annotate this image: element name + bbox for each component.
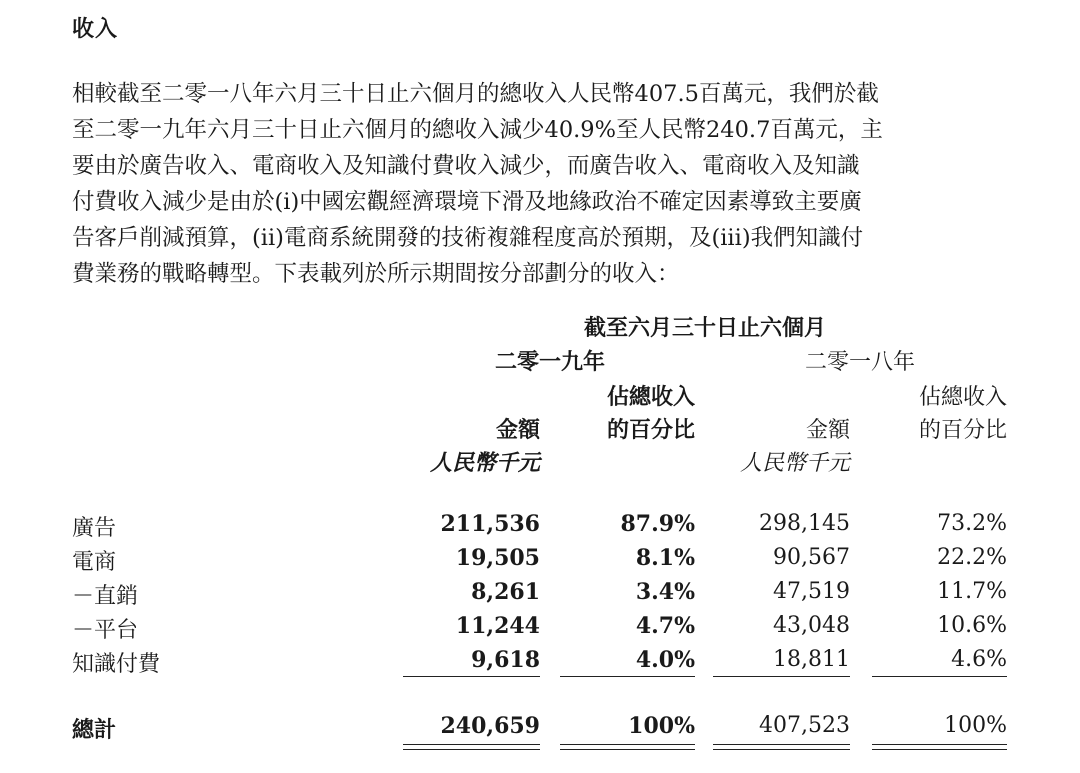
- paragraph-line: 至二零一九年六月三十日止六個月的總收入減少40.9%至人民幣240.7百萬元，主: [72, 117, 883, 143]
- period-header: 截至六月三十日止六個月: [583, 316, 826, 341]
- row-pct-2019: 8.1%: [635, 545, 695, 571]
- subtotal-rule: [713, 676, 850, 677]
- row-amt-2019: 9,618: [471, 647, 540, 673]
- total-double-rule: [403, 744, 540, 750]
- total-pct-2018: 100%: [944, 713, 1007, 738]
- paragraph-line: 費業務的戰略轉型。下表載列於所示期間按分部劃分的收入：: [72, 261, 680, 287]
- row-pct-2019: 4.7%: [635, 613, 695, 639]
- row-amt-2019: 19,505: [455, 545, 540, 571]
- pct-2018-label-2: 的百分比: [918, 418, 1007, 443]
- row-pct-2018: 73.2%: [937, 511, 1007, 536]
- row-pct-2019: 4.0%: [635, 647, 695, 673]
- total-amt-2018: 407,523: [759, 713, 850, 738]
- pct-2019-label-1: 佔總收入: [606, 385, 695, 410]
- row-pct-2018: 22.2%: [937, 545, 1007, 570]
- pct-2018-label-1: 佔總收入: [918, 385, 1007, 410]
- total-amt-2019: 240,659: [440, 713, 540, 739]
- section-heading: 收入: [72, 17, 119, 42]
- paragraph-line: 要由於廣告收入、電商收入及知識付費收入減少，而廣告收入、電商收入及知識: [72, 153, 860, 179]
- year-2018-header: 二零一八年: [804, 350, 915, 375]
- row-pct-2018: 4.6%: [951, 647, 1007, 672]
- paragraph-line: 告客戶削減預算，(ii)電商系統開發的技術複雜程度高於預期，及(iii)我們知識付: [72, 225, 864, 251]
- row-pct-2019: 3.4%: [635, 579, 695, 605]
- total-pct-2019: 100%: [628, 713, 695, 739]
- row-pct-2018: 10.6%: [937, 613, 1007, 638]
- row-amt-2018: 47,519: [773, 579, 850, 604]
- row-amt-2018: 18,811: [773, 647, 850, 672]
- total-double-rule: [560, 744, 695, 750]
- total-double-rule: [713, 744, 850, 750]
- paragraph-line: 付費收入減少是由於(i)中國宏觀經濟環境下滑及地緣政治不確定因素導致主要廣: [72, 189, 862, 215]
- row-label-advertising: 廣告: [72, 516, 117, 541]
- amount-2019-label: 金額: [495, 418, 540, 443]
- row-amt-2018: 298,145: [759, 511, 850, 536]
- year-2019-header: 二零一九年: [494, 350, 605, 375]
- row-amt-2019: 211,536: [440, 511, 540, 537]
- paragraph-line: 相較截至二零一八年六月三十日止六個月的總收入人民幣407.5百萬元，我們於截: [72, 81, 879, 107]
- subtotal-rule: [872, 676, 1007, 677]
- pct-2019-label-2: 的百分比: [606, 418, 695, 443]
- row-pct-2019: 87.9%: [620, 511, 695, 537]
- row-label-ecommerce: 電商: [72, 550, 117, 575]
- row-label-direct-sales: －直銷: [72, 584, 139, 609]
- total-double-rule: [872, 744, 1007, 750]
- row-label-knowledge-payment: 知識付費: [72, 652, 161, 677]
- row-amt-2018: 90,567: [773, 545, 850, 570]
- unit-2019-label: 人民幣千元: [429, 451, 540, 476]
- subtotal-rule: [403, 676, 540, 677]
- intro-paragraph: [72, 76, 1012, 292]
- amount-2018-label: 金額: [805, 418, 850, 443]
- unit-2018-label: 人民幣千元: [739, 451, 850, 476]
- row-amt-2019: 8,261: [471, 579, 540, 605]
- row-label-platform: －平台: [72, 618, 139, 643]
- subtotal-rule: [560, 676, 695, 677]
- total-label: 總計: [72, 718, 117, 743]
- row-amt-2018: 43,048: [773, 613, 850, 638]
- row-amt-2019: 11,244: [455, 613, 540, 639]
- row-pct-2018: 11.7%: [937, 579, 1007, 604]
